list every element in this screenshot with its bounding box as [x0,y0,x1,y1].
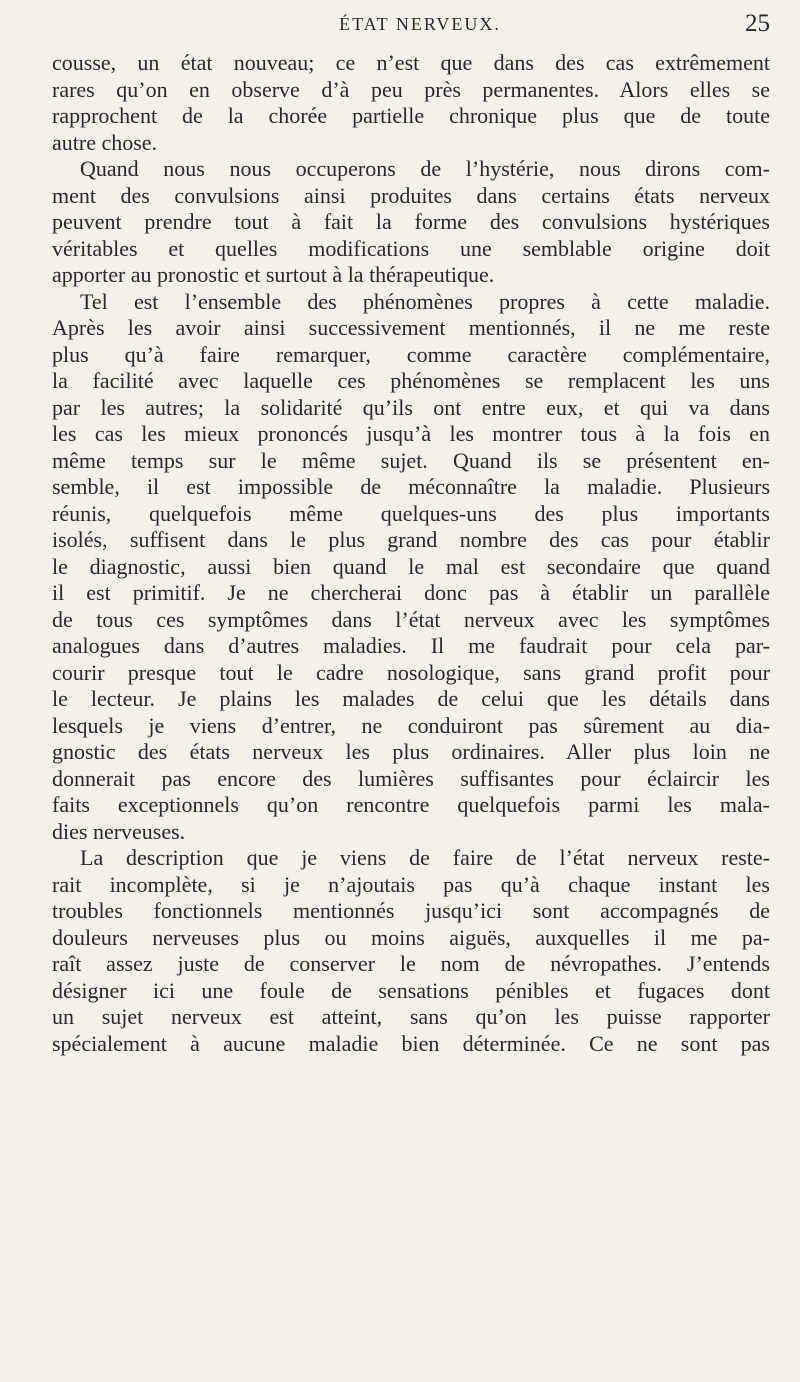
text-line: un sujet nerveux est atteint, sans qu’on les puisse rapporter [52,1004,770,1029]
text-line: ment des convulsions ainsi produites dans certains états nerveux [52,182,770,208]
text-line: troubles fonctionnels mentionnés jusqu’ici sont accompagnés de [52,898,770,923]
text-line: analogues dans d’autres maladies. Il me faudrait pour cela par- [52,633,770,658]
running-head [70,10,770,40]
text-line: par les autres; la solidarité qu’ils ont entre eux, et qui va dans [52,394,770,420]
paragraph [52,289,770,846]
text-line: Quand nous nous occuperons de l’hystérie, nous dirons com- [80,156,770,181]
text-line: spécialement à aucune maladie bien déterminée. Ce ne sont pas [52,1030,770,1056]
text-line: Tel est l’ensemble des phénomènes propres à cette maladie. [80,288,770,314]
text-line: Après les avoir ainsi successivement mentionnés, il ne me reste [52,315,770,340]
body-text [52,50,770,1057]
text-line: de tous ces symptômes dans l’état nerveux avec les symptômes [52,606,770,632]
page-number: 25 [745,10,770,37]
text-line: autre chose. [52,129,158,155]
paragraph [52,156,770,289]
running-title: ÉTAT NERVEUX. [339,14,501,34]
text-line: les cas les mieux prononcés jusqu’à les montrer tous à la fois en [52,421,770,446]
text-line: gnostic des états nerveux les plus ordinaires. Aller plus loin ne [52,739,770,764]
paragraph [52,50,770,156]
text-line: plus qu’à faire remarquer, comme caractère complémentaire, [52,341,770,367]
text-line: il est primitif. Je ne chercherai donc pas à établir un parallèle [52,580,770,605]
text-line: la facilité avec laquelle ces phénomènes se remplacent les uns [52,368,770,393]
paragraph [52,845,770,1057]
text-line: apporter au pronostic et surtout à la thérapeutique. [52,262,495,287]
text-line: même temps sur le même sujet. Quand ils se présentent en- [52,447,770,473]
text-line: douleurs nerveuses plus ou moins aiguës, auxquelles il me pa- [52,924,770,950]
text-line: donnerait pas encore des lumières suffisantes pour éclaircir les [52,765,770,791]
text-line: le diagnostic, aussi bien quand le mal est secondaire que quand [52,553,770,579]
text-line: rares qu’on en observe d’à peu près permanentes. Alors elles se [52,76,770,102]
text-line: cousse, un état nouveau; ce n’est que dans des cas extrêmement [52,50,770,75]
text-line: le lecteur. Je plains les malades de celui que les détails dans [52,686,770,711]
text-line: rait incomplète, si je n’ajoutais pas qu’à chaque instant les [52,871,770,897]
text-line: désigner ici une foule de sensations pénibles et fugaces dont [52,977,770,1003]
text-line: semble, il est impossible de méconnaître la maladie. Plusieurs [52,474,770,499]
text-line: rapprochent de la chorée partielle chronique plus que de toute [52,103,770,128]
text-line: lesquels je viens d’entrer, ne conduiront pas sûrement au dia- [52,712,770,738]
text-line: peuvent prendre tout à fait la forme des convulsions hystériques [52,209,770,234]
text-line: isolés, suffisent dans le plus grand nombre des cas pour établir [52,527,770,552]
text-line: véritables et quelles modifications une semblable origine doit [52,235,770,261]
text-line: réunis, quelquefois même quelques-uns des plus importants [52,500,770,526]
text-line: faits exceptionnels qu’on rencontre quelquefois parmi les mala- [52,792,770,817]
text-line: raît assez juste de conserver le nom de névropathes. J’entends [52,951,770,976]
text-line: courir presque tout le cadre nosologique, sans grand profit pour [52,659,770,685]
text-line: La description que je viens de faire de l’état nerveux reste- [80,845,770,870]
text-line: dies nerveuses. [52,818,186,844]
